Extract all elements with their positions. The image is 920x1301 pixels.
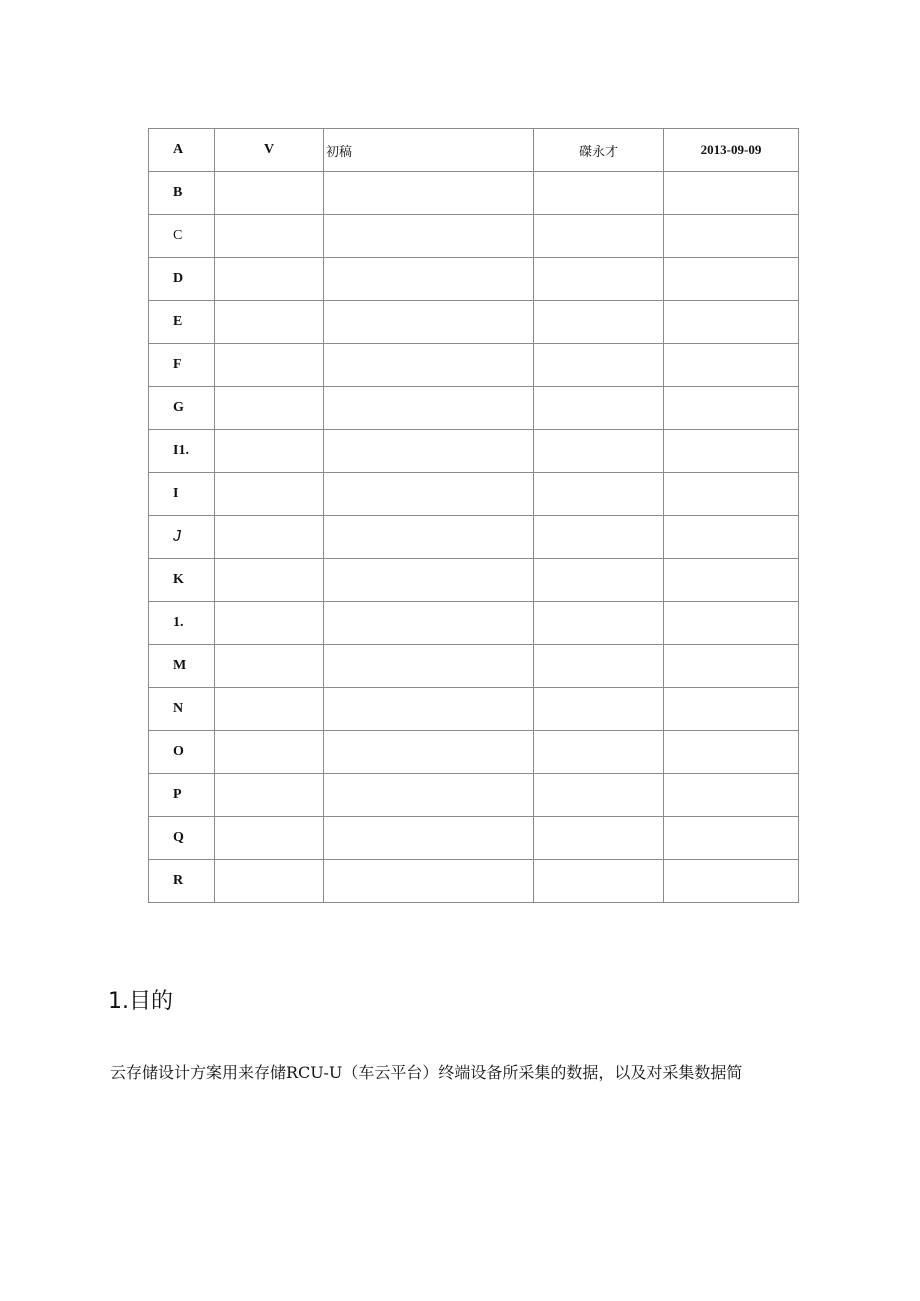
- row-label-cell: F: [149, 344, 215, 387]
- row-label-cell: M: [149, 645, 215, 688]
- description-cell: [324, 516, 534, 559]
- version-cell: [215, 688, 324, 731]
- row-label-cell: K: [149, 559, 215, 602]
- table-row: [149, 645, 799, 688]
- row-label-cell: E: [149, 301, 215, 344]
- author-cell: [534, 387, 664, 430]
- table-row: [149, 258, 799, 301]
- row-label-cell: P: [149, 774, 215, 817]
- description-cell: [324, 387, 534, 430]
- description-cell: [324, 258, 534, 301]
- date-cell: [664, 559, 799, 602]
- author-cell: [534, 602, 664, 645]
- date-cell: [664, 688, 799, 731]
- version-cell: [215, 258, 324, 301]
- table-row: [149, 774, 799, 817]
- table-row: [149, 430, 799, 473]
- version-cell: [215, 301, 324, 344]
- body-paragraph: 云存储设计方案用来存储RCU-U（车云平台）终端设备所采集的数据，以及对采集数据简: [110, 1063, 743, 1082]
- version-cell: [215, 774, 324, 817]
- version-cell: [215, 860, 324, 903]
- table-row: [149, 688, 799, 731]
- date-cell: [664, 860, 799, 903]
- row-label-cell: R: [149, 860, 215, 903]
- version-cell: [215, 430, 324, 473]
- table-row: [149, 817, 799, 860]
- description-cell: [324, 817, 534, 860]
- date-cell: [664, 301, 799, 344]
- date-cell: [664, 774, 799, 817]
- version-cell: [215, 516, 324, 559]
- description-cell: [324, 645, 534, 688]
- date-cell: [664, 215, 799, 258]
- date-cell: [664, 817, 799, 860]
- version-cell: [215, 344, 324, 387]
- version-cell: [215, 215, 324, 258]
- description-cell: [324, 301, 534, 344]
- table-row: [149, 215, 799, 258]
- date-cell: [664, 430, 799, 473]
- row-label-cell: N: [149, 688, 215, 731]
- author-cell: [534, 172, 664, 215]
- description-cell: [324, 430, 534, 473]
- author-cell: [534, 430, 664, 473]
- author-cell: [534, 344, 664, 387]
- date-cell: [664, 731, 799, 774]
- author-cell: [534, 817, 664, 860]
- description-cell: [324, 215, 534, 258]
- table-row: [149, 129, 799, 172]
- row-label-cell: O: [149, 731, 215, 774]
- description-cell: [324, 172, 534, 215]
- author-cell: [534, 688, 664, 731]
- table-row: [149, 516, 799, 559]
- revision-history-table: [148, 128, 799, 903]
- table-row: [149, 172, 799, 215]
- row-label-cell: A: [149, 129, 215, 172]
- table-row: [149, 559, 799, 602]
- row-label-cell: D: [149, 258, 215, 301]
- row-label-cell: G: [149, 387, 215, 430]
- author-cell: [534, 258, 664, 301]
- version-cell: [215, 473, 324, 516]
- description-cell: [324, 731, 534, 774]
- author-cell: 磔永才: [534, 129, 664, 172]
- row-label-cell: Q: [149, 817, 215, 860]
- row-label-cell: J: [149, 516, 215, 559]
- version-cell: [215, 645, 324, 688]
- description-cell: [324, 688, 534, 731]
- version-cell: [215, 559, 324, 602]
- revision-table-body: [149, 129, 799, 903]
- date-cell: [664, 602, 799, 645]
- date-cell: 2013-09-09: [664, 129, 799, 172]
- date-cell: [664, 258, 799, 301]
- table-row: [149, 301, 799, 344]
- date-cell: [664, 516, 799, 559]
- version-cell: [215, 602, 324, 645]
- version-cell: [215, 387, 324, 430]
- author-cell: [534, 645, 664, 688]
- row-label-cell: 1.: [149, 602, 215, 645]
- author-cell: [534, 559, 664, 602]
- table-row: [149, 387, 799, 430]
- description-cell: [324, 860, 534, 903]
- row-label-cell: I1.: [149, 430, 215, 473]
- version-cell: [215, 731, 324, 774]
- table-row: [149, 602, 799, 645]
- description-cell: [324, 473, 534, 516]
- section-heading: 1.目的: [108, 989, 173, 1014]
- author-cell: [534, 731, 664, 774]
- description-cell: [324, 559, 534, 602]
- row-label-cell: B: [149, 172, 215, 215]
- description-cell: [324, 774, 534, 817]
- author-cell: [534, 215, 664, 258]
- table-row: [149, 860, 799, 903]
- description-cell: 初稿: [324, 129, 534, 172]
- table-row: [149, 731, 799, 774]
- date-cell: [664, 344, 799, 387]
- date-cell: [664, 387, 799, 430]
- date-cell: [664, 645, 799, 688]
- author-cell: [534, 301, 664, 344]
- table-row: [149, 473, 799, 516]
- author-cell: [534, 516, 664, 559]
- version-cell: V: [215, 129, 324, 172]
- row-label-cell: I: [149, 473, 215, 516]
- author-cell: [534, 860, 664, 903]
- author-cell: [534, 473, 664, 516]
- row-label-cell: C: [149, 215, 215, 258]
- date-cell: [664, 473, 799, 516]
- date-cell: [664, 172, 799, 215]
- description-cell: [324, 602, 534, 645]
- version-cell: [215, 817, 324, 860]
- table-row: [149, 344, 799, 387]
- version-cell: [215, 172, 324, 215]
- author-cell: [534, 774, 664, 817]
- description-cell: [324, 344, 534, 387]
